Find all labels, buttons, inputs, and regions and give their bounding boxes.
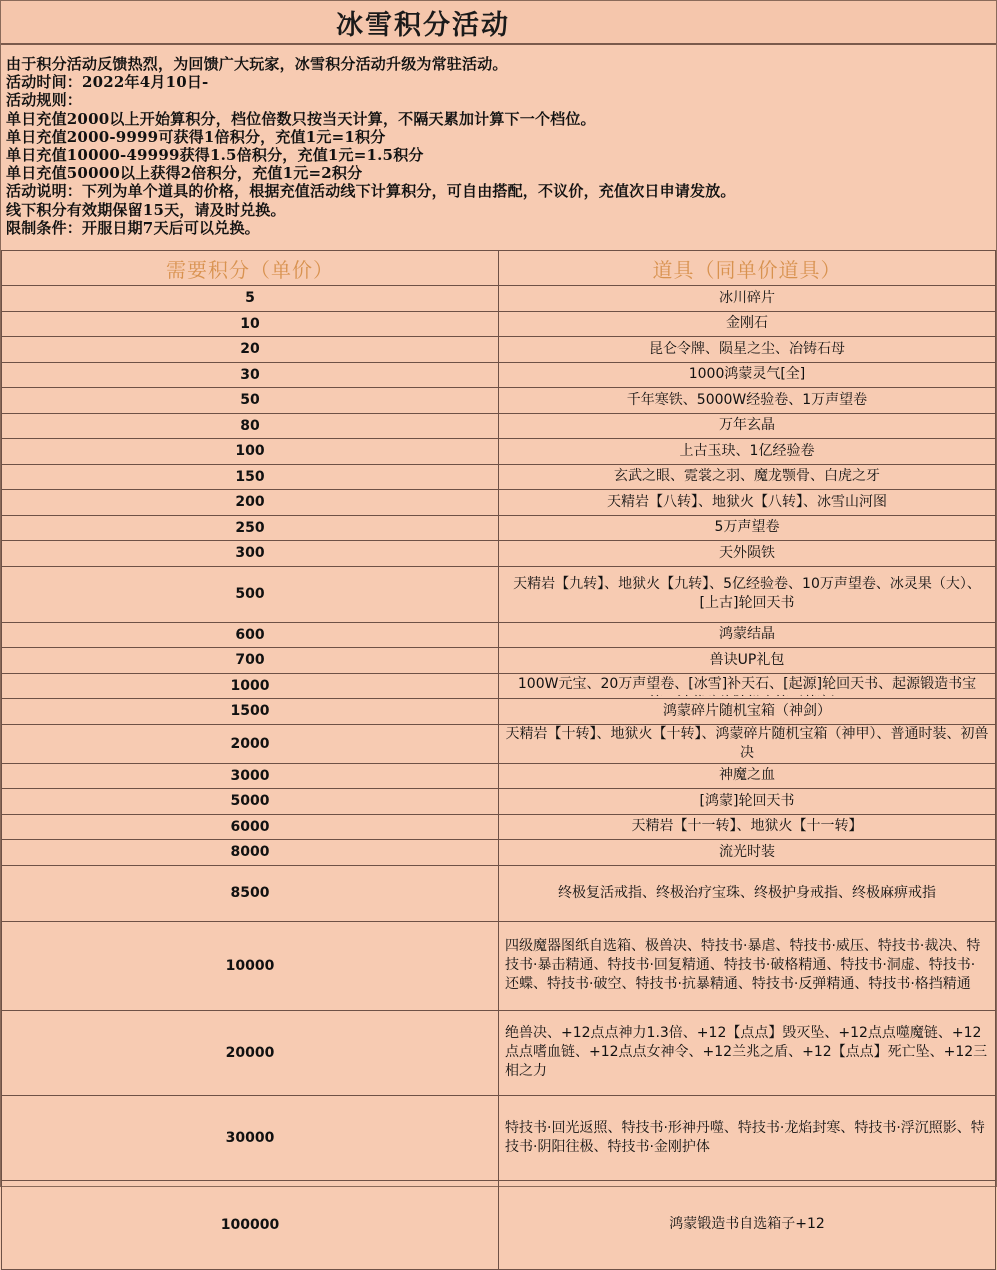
items-cell: 特技书·回光返照、特技书·形神丹噬、特技书·龙焰封寒、特技书·浮沉照影、特技书·阴阳往极、特技书·金刚护体 [499,1095,996,1180]
table-row [2,622,996,648]
table-row [2,286,996,312]
table-row [2,1010,996,1095]
table-row [2,464,996,490]
table-row [2,724,996,763]
rule-restriction: 限制条件：开服日期7天后可以兑换。 [6,218,260,237]
table-row [2,763,996,789]
header-items: 道具（同单价道具） [499,251,996,286]
table-row [2,921,996,1010]
price-cell: 10 [2,311,499,337]
items-cell: 天精岩【八转】、地狱火【八转】、冰雪山河图 [499,490,996,516]
table-row [2,311,996,337]
rule-validity: 线下积分有效期保留15天，请及时兑换。 [6,200,286,219]
page-title: 冰雪积分活动 [336,9,510,41]
table-row [2,439,996,465]
items-cell: 万年玄晶 [499,413,996,439]
price-cell: 500 [2,566,499,622]
table-row [2,413,996,439]
items-cell: 玄武之眼、霓裳之羽、魔龙颚骨、白虎之牙 [499,464,996,490]
table-row [2,789,996,815]
rules-section [1,45,996,250]
price-cell: 100000 [2,1180,499,1269]
price-cell: 2000 [2,724,499,763]
header-price: 需要积分（单价） [2,251,499,286]
items-cell: 金刚石 [499,311,996,337]
items-cell: 鸿蒙碎片随机宝箱（神剑） [499,699,996,725]
price-cell: 30000 [2,1095,499,1180]
items-cell: 1000鸿蒙灵气[全] [499,362,996,388]
items-cell: 上古玉玦、1亿经验卷 [499,439,996,465]
items-cell: 冰川碎片 [499,286,996,312]
table-row [2,566,996,622]
price-cell: 30 [2,362,499,388]
items-cell: 绝兽决、+12点点神力1.3倍、+12【点点】毁灭坠、+12点点噬魔链、+12点点嗜血链、+12点点女神令、+12兰兆之盾、+12【点点】死亡坠、+12三相之力 [499,1010,996,1095]
table-row [2,840,996,866]
price-cell: 50 [2,388,499,414]
items-cell: 终极复活戒指、终极治疗宝珠、终极护身戒指、终极麻痹戒指 [499,865,996,921]
rule-time: 活动时间：2022年4月10日- [6,73,209,92]
rule-description: 活动说明：下列为单个道具的价格，根据充值活动线下计算积分，可自由搭配，不议价，充值次日申请发放。 [6,182,736,201]
price-cell: 6000 [2,814,499,840]
price-table [1,250,996,1270]
items-cell: 天精岩【十一转】、地狱火【十一转】 [499,814,996,840]
items-cell: 鸿蒙锻造书自选箱子+12 [499,1180,996,1269]
items-cell: 5万声望卷 [499,515,996,541]
table-row [2,541,996,567]
price-cell: 200 [2,490,499,516]
rule-line: 单日充值2000-9999可获得1倍积分，充值1元=1积分 [6,127,386,146]
table-row [2,1095,996,1180]
table-row [2,515,996,541]
rule-line: 单日充值50000以上获得2倍积分，充值1元=2积分 [6,164,363,183]
rule-intro: 由于积分活动反馈热烈，为回馈广大玩家，冰雪积分活动升级为常驻活动。 [6,55,508,73]
items-cell: 流光时装 [499,840,996,866]
price-cell: 3000 [2,763,499,789]
table-row [2,814,996,840]
items-cell: 天精岩【十转】、地狱火【十转】、鸿蒙碎片随机宝箱（神甲）、普通时装、初兽决 [499,724,996,763]
rule-line: 单日充值2000以上开始算积分，档位倍数只按当天计算，不隔天累加计算下一个档位。 [6,109,596,128]
price-cell: 20 [2,337,499,363]
table-row [2,673,996,699]
items-cell: 昆仑令牌、陨星之尘、冶铸石母 [499,337,996,363]
table-row [2,490,996,516]
price-cell: 20000 [2,1010,499,1095]
items-cell: 兽诀UP礼包 [499,648,996,674]
items-cell: 神魔之血 [499,763,996,789]
table-row [2,865,996,921]
price-cell: 5000 [2,789,499,815]
price-cell: 100 [2,439,499,465]
price-cell: 80 [2,413,499,439]
price-cell: 8500 [2,865,499,921]
table-row [2,337,996,363]
price-cell: 5 [2,286,499,312]
title-bar [1,1,996,45]
table-header-row [2,251,996,286]
price-cell: 8000 [2,840,499,866]
price-cell: 250 [2,515,499,541]
items-cell: [鸿蒙]轮回天书 [499,789,996,815]
table-row [2,648,996,674]
price-cell: 1500 [2,699,499,725]
items-cell [499,673,996,699]
items-cell: 鸿蒙结晶 [499,622,996,648]
price-cell: 150 [2,464,499,490]
table-row [2,699,996,725]
price-cell: 700 [2,648,499,674]
table-row [2,1180,996,1269]
items-cell: 四级魔器图纸自选箱、极兽决、特技书·暴虐、特技书·威压、特技书·裁决、特技书·暴击精通、特技书·回复精通、特技书·破格精通、特技书·洞虚、特技书·还蝶、特技书·破空、特技书·抗暴精通、特技书·反弹精通、特技书·格挡精通 [499,921,996,1010]
table-row [2,388,996,414]
items-cell: 天精岩【九转】、地狱火【九转】、5亿经验卷、10万声望卷、冰灵果（大）、[上古]轮回天书 [499,566,996,622]
price-cell: 300 [2,541,499,567]
items-cell: 天外陨铁 [499,541,996,567]
items-text: 100W元宝、20万声望卷、[冰雪]补天石、[起源]轮回天书、起源锻造书宝 [517,676,977,693]
price-cell: 600 [2,622,499,648]
rule-heading: 活动规则： [6,91,83,110]
rule-line: 单日充值10000-49999获得1.5倍积分，充值1元=1.5积分 [6,146,424,165]
price-cell: 10000 [2,921,499,1010]
items-cell: 千年寒铁、5000W经验卷、1万声望卷 [499,388,996,414]
table-row [2,362,996,388]
price-cell: 1000 [2,673,499,699]
